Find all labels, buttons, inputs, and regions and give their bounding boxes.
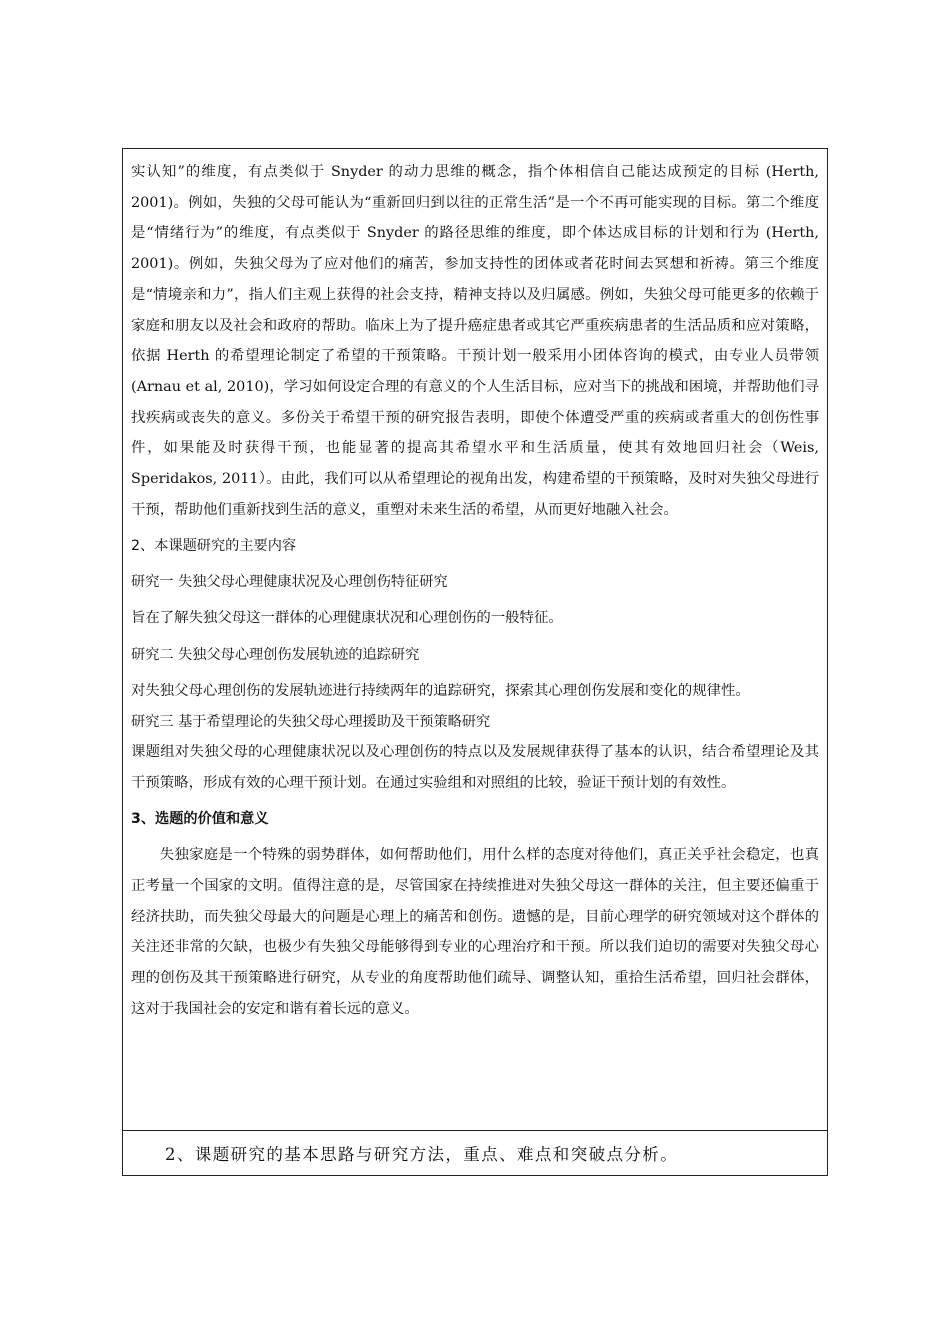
form-table (122, 148, 828, 1176)
study2-title: 研究二 失独父母心理创伤发展轨迹的追踪研究 (131, 647, 420, 664)
next-section-title: 2、课题研究的基本思路与研究方法，重点、难点和突破点分析。 (165, 1145, 679, 1164)
study3-text: 课题组对失独父母的心理健康状况以及心理创伤的特点以及发展规律获得了基本的认识，结合希望理论及其干预策略，形成有效的心理干预计划。在通过实验组和对照组的比较，验证干预计划的有效性。 (131, 743, 819, 791)
intro-paragraph: 实认知”的维度，有点类似于 Snyder 的动力思维的概念，指个体相信自己能达成预定的目标 (Herth, 2001)。例如，失独的父母可能认为“重新回归到以往的正常生活”是一个不再可能实现的目标。第二个维度是“情绪行为”的维度，有点类似于 Snyder 的路径思维的维度，即个体达成目标的计划和行为 (Herth, 2001)。例如，失独父母为了应对他们的痛苦，参加支持性的团体或者花时间去冥想和祈祷。第三个维度是“情境亲和力”，指人们主观上获得的社会支持，精神支持以及归属感。例如，失独父母可能更多的依赖于家庭和朋友以及社会和政府的帮助。临床上为了提升癌症患者或其它严重疾病患者的生活品质和应对策略，依据 Herth 的希望理论制定了希望的干预策略。干预计划一般采用小团体咨询的模式，由专业人员带领(Arnau et al, 2010)，学习如何设定合理的有意义的个人生活目标，应对当下的挑战和困境，并帮助他们寻找疾病或丧失的意义。多份关于希望干预的研究报告表明，即使个体遭受严重的疾病或者重大的创伤性事件，如果能及时获得干预，也能显著的提高其希望水平和生活质量，使其有效地回归社会（Weis, Speridakos, 2011）。由此，我们可以从希望理论的视角出发，构建希望的干预策略，及时对失独父母进行干预，帮助他们重新找到生活的意义，重塑对未来生活的希望，从而更好地融入社会。 (131, 164, 819, 518)
value-heading: 3、选题的价值和意义 (131, 811, 269, 828)
study2-text: 对失独父母心理创伤的发展轨迹进行持续两年的追踪研究，探索其心理创伤发展和变化的规律性。 (131, 683, 750, 700)
study1-text: 旨在了解失独父母这一群体的心理健康状况和心理创伤的一般特征。 (131, 610, 563, 627)
content-cell (123, 149, 827, 1131)
value-paragraph: 失独家庭是一个特殊的弱势群体，如何帮助他们，用什么样的态度对待他们，真正关乎社会稳定，也真正考量一个国家的文明。值得注意的是，尽管国家在持续推进对失独父母这一群体的关注，但主要还偏重于经济扶助，而失独父母最大的问题是心理上的痛苦和创伤。遗憾的是，目前心理学的研究领域对这个群体的关注还非常的欠缺，也极少有失独父母能够得到专业的心理治疗和干预。所以我们迫切的需要对失独父母心理的创伤及其干预策略进行研究，从专业的角度帮助他们疏导、调整认知，重拾生活希望，回归社会群体，这对于我国社会的安定和谐有着长远的意义。 (131, 847, 819, 1017)
study3-title: 研究三 基于希望理论的失独父母心理援助及干预策略研究 (131, 713, 491, 730)
next-section-row (123, 1131, 827, 1175)
content-heading: 2、本课题研究的主要内容 (131, 538, 297, 555)
study1-title: 研究一 失独父母心理健康状况及心理创伤特征研究 (131, 574, 448, 591)
